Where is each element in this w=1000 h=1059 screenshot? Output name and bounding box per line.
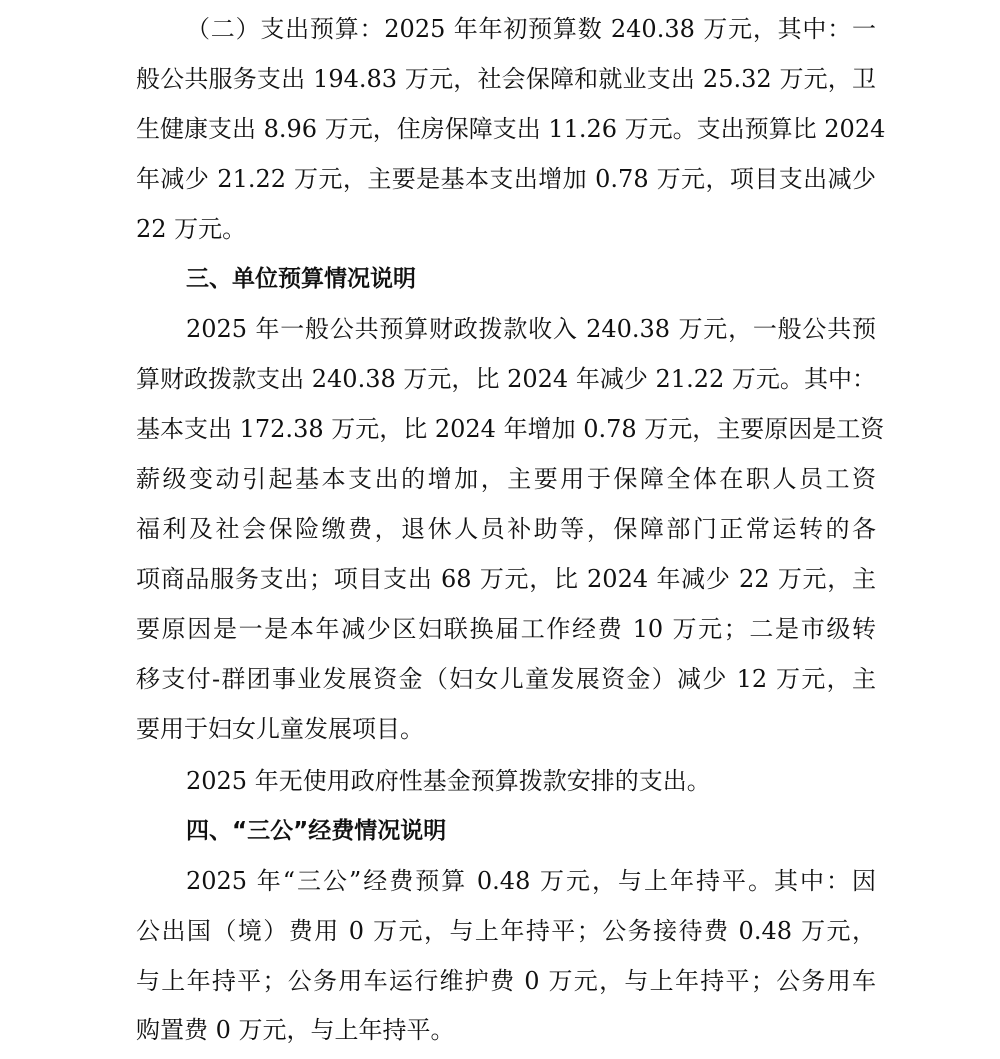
section-3-line-2: 算财政拨款支出 240.38 万元，比 2024 年减少 21.22 万元。其中：	[136, 365, 876, 393]
section-4-line-3: 与上年持平；公务用车运行维护费 0 万元，与上年持平；公务用车	[136, 967, 876, 995]
section-2-line-3: 生健康支出 8.96 万元，住房保障支出 11.26 万元。支出预算比 2024	[136, 115, 886, 143]
heading-section-4: 四、“三公”经费情况说明	[186, 818, 447, 844]
section-3-line-1: 2025 年一般公共预算财政拨款收入 240.38 万元，一般公共预	[186, 315, 876, 343]
section-3-line-9: 要用于妇女儿童发展项目。	[136, 715, 424, 743]
section-2-line-2: 般公共服务支出 194.83 万元，社会保障和就业支出 25.32 万元，卫	[136, 65, 876, 93]
section-4-line-2: 公出国（境）费用 0 万元，与上年持平；公务接待费 0.48 万元，	[136, 917, 876, 945]
section-2-line-5: 22 万元。	[136, 215, 247, 243]
section-4-line-4: 购置费 0 万元，与上年持平。	[136, 1016, 455, 1044]
section-3-line-3: 基本支出 172.38 万元，比 2024 年增加 0.78 万元，主要原因是工资	[136, 415, 885, 443]
section-2-line-1: （二）支出预算：2025 年年初预算数 240.38 万元，其中：一	[186, 15, 876, 43]
heading-section-3: 三、单位预算情况说明	[186, 266, 416, 292]
section-2-line-4: 年减少 21.22 万元，主要是基本支出增加 0.78 万元，项目支出减少	[136, 165, 876, 193]
section-3-line-5: 福利及社会保险缴费，退休人员补助等，保障部门正常运转的各	[136, 515, 876, 543]
section-3-line-4: 薪级变动引起基本支出的增加，主要用于保障全体在职人员工资	[136, 465, 876, 493]
section-3-line-8: 移支付-群团事业发展资金（妇女儿童发展资金）减少 12 万元，主	[136, 665, 876, 693]
section-3-line-7: 要原因是一是本年减少区妇联换届工作经费 10 万元；二是市级转	[136, 615, 876, 643]
section-4-line-1: 2025 年“三公”经费预算 0.48 万元，与上年持平。其中：因	[186, 867, 876, 895]
section-3-line-6: 项商品服务支出；项目支出 68 万元，比 2024 年减少 22 万元，主	[136, 565, 876, 593]
gov-fund-note: 2025 年无使用政府性基金预算拨款安排的支出。	[186, 767, 711, 795]
